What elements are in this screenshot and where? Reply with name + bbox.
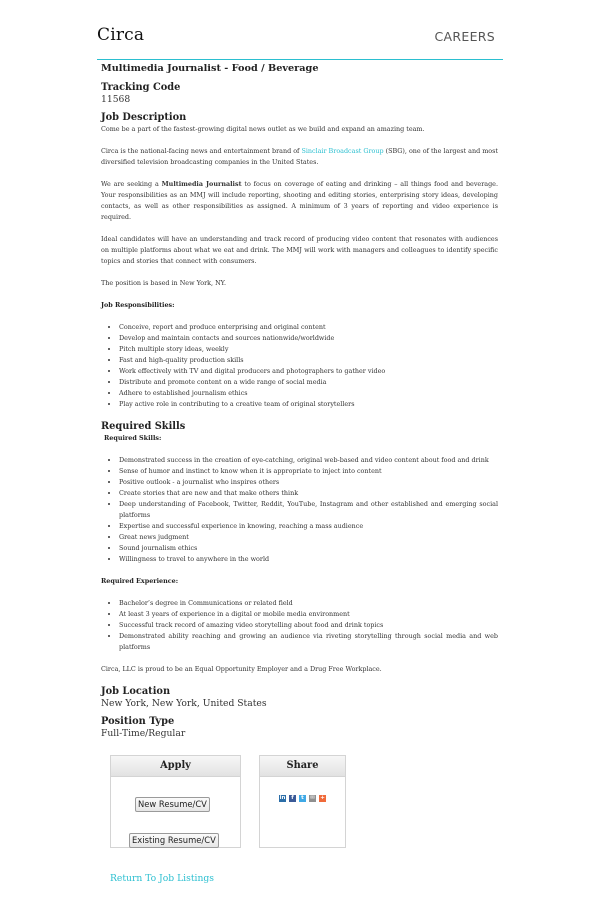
list-item: • Fast and high-quality production skills — [119, 355, 498, 366]
experience-list — [101, 598, 498, 653]
apply-panel — [110, 755, 241, 848]
description-location: The position is based in New York, NY. — [101, 279, 227, 287]
brand-text-pre: Circa is the national-facing news and entertainment brand of — [101, 147, 302, 155]
list-item: • Distribute and promote content on a wide range of social media — [119, 377, 498, 388]
return-to-listings-link[interactable]: Return To Job Listings — [110, 873, 214, 884]
facebook-icon[interactable]: f — [289, 795, 296, 802]
job-description-label: Job Description — [101, 112, 187, 123]
list-item: • Pitch multiple story ideas, weekly — [119, 344, 498, 355]
description-brand — [101, 146, 498, 168]
seek-text-post: to focus on coverage of eating and drinking – all things food and beverage. Your responsibilities as an MMJ will include reporting, shooting and editing stories, enterprising story ideas, developing contacts, as well as other responsibilities as assigned. A minimum of 3 years of reporting and video experience is required. — [101, 180, 498, 221]
share-panel — [259, 755, 346, 848]
eeo-statement: Circa, LLC is proud to be an Equal Opportunity Employer and a Drug Free Workplace. — [101, 665, 382, 673]
list-item: • Sound journalism ethics — [119, 543, 498, 554]
description-ideal: Ideal candidates will have an understanding and track record of producing video content that resonates with audiences on multiple platforms about what we eat and drink. The MMJ will work with managers and colleagues to identify specific topics and stories that connect with consumers. — [101, 235, 498, 265]
list-item: • Bachelor’s degree in Communications or related field — [119, 598, 498, 609]
share-title: Share — [260, 756, 345, 777]
list-item: • Expertise and successful experience in knowing, reaching a mass audience — [119, 521, 498, 532]
responsibilities-label: Job Responsibilities: — [101, 301, 175, 309]
seek-text-pre: We are seeking a — [101, 180, 162, 188]
site-header — [97, 22, 503, 60]
brand-text-post: (SBG), one of the largest and most diversified television broadcasting companies in the United States. — [101, 147, 498, 166]
list-item: • Deep understanding of Facebook, Twitter, Reddit, YouTube, Instagram and other established and emerging social platforms — [119, 499, 498, 521]
plus-icon[interactable]: + — [320, 795, 325, 801]
circa-logo[interactable]: Circa — [97, 25, 145, 45]
responsibilities-list — [101, 322, 498, 410]
list-item: • Positive outlook - a journalist who inspires others — [119, 477, 498, 488]
linkedin-icon[interactable]: in — [279, 795, 286, 801]
list-item: • Develop and maintain contacts and sources nationwide/worldwide — [119, 333, 498, 344]
skills-list — [101, 455, 498, 565]
position-type-label: Position Type — [101, 716, 175, 727]
twitter-icon[interactable]: t — [299, 795, 306, 802]
share-icons — [279, 795, 329, 802]
tracking-code-label: Tracking Code — [101, 82, 181, 93]
list-item: • Conceive, report and produce enterprising and original content — [119, 322, 498, 333]
list-item: • Willingness to travel to anywhere in the world — [119, 554, 498, 565]
list-item: • Adhere to established journalism ethics — [119, 388, 498, 399]
required-skills-heading: Required Skills — [101, 421, 186, 432]
seek-role: Multimedia Journalist — [161, 180, 242, 188]
email-icon[interactable]: ✉ — [310, 795, 315, 801]
list-item: • Demonstrated ability reaching and growing an audience via riveting storytelling through social media and web platforms — [119, 631, 498, 653]
list-item: • Work effectively with TV and digital producers and photographers to gather video — [119, 366, 498, 377]
new-resume-button[interactable]: New Resume/CV — [135, 797, 210, 812]
careers-nav-label[interactable]: CAREERS — [434, 29, 495, 44]
description-intro: Come be a part of the fastest-growing digital news outlet as we build and expand an amazing team. — [101, 125, 425, 133]
job-location-label: Job Location — [101, 686, 171, 697]
list-item: • Great news judgment — [119, 532, 498, 543]
apply-title: Apply — [111, 756, 240, 777]
list-item: • Play active role in contributing to a creative team of original storytellers — [119, 399, 498, 410]
job-location-value: New York, New York, United States — [101, 698, 267, 709]
list-item: • Successful track record of amazing video storytelling about food and drink topics — [119, 620, 498, 631]
description-seeking — [101, 179, 498, 223]
existing-resume-button[interactable]: Existing Resume/CV — [129, 833, 219, 848]
tracking-code-value: 11568 — [101, 94, 131, 105]
experience-label: Required Experience: — [101, 577, 179, 585]
list-item: • Create stories that are new and that make others think — [119, 488, 498, 499]
job-detail — [101, 63, 498, 746]
list-item: • At least 3 years of experience in a digital or mobile media environment — [119, 609, 498, 620]
position-type-value: Full-Time/Regular — [101, 728, 186, 739]
sinclair-link[interactable]: Sinclair Broadcast Group — [301, 147, 384, 155]
list-item: • Demonstrated success in the creation of eye-catching, original web-based and video content about food and drink — [119, 455, 498, 466]
required-skills-label: Required Skills: — [104, 434, 162, 442]
list-item: • Sense of humor and instinct to know when it is appropriate to inject into content — [119, 466, 498, 477]
job-title: Multimedia Journalist - Food / Beverage — [101, 63, 319, 74]
